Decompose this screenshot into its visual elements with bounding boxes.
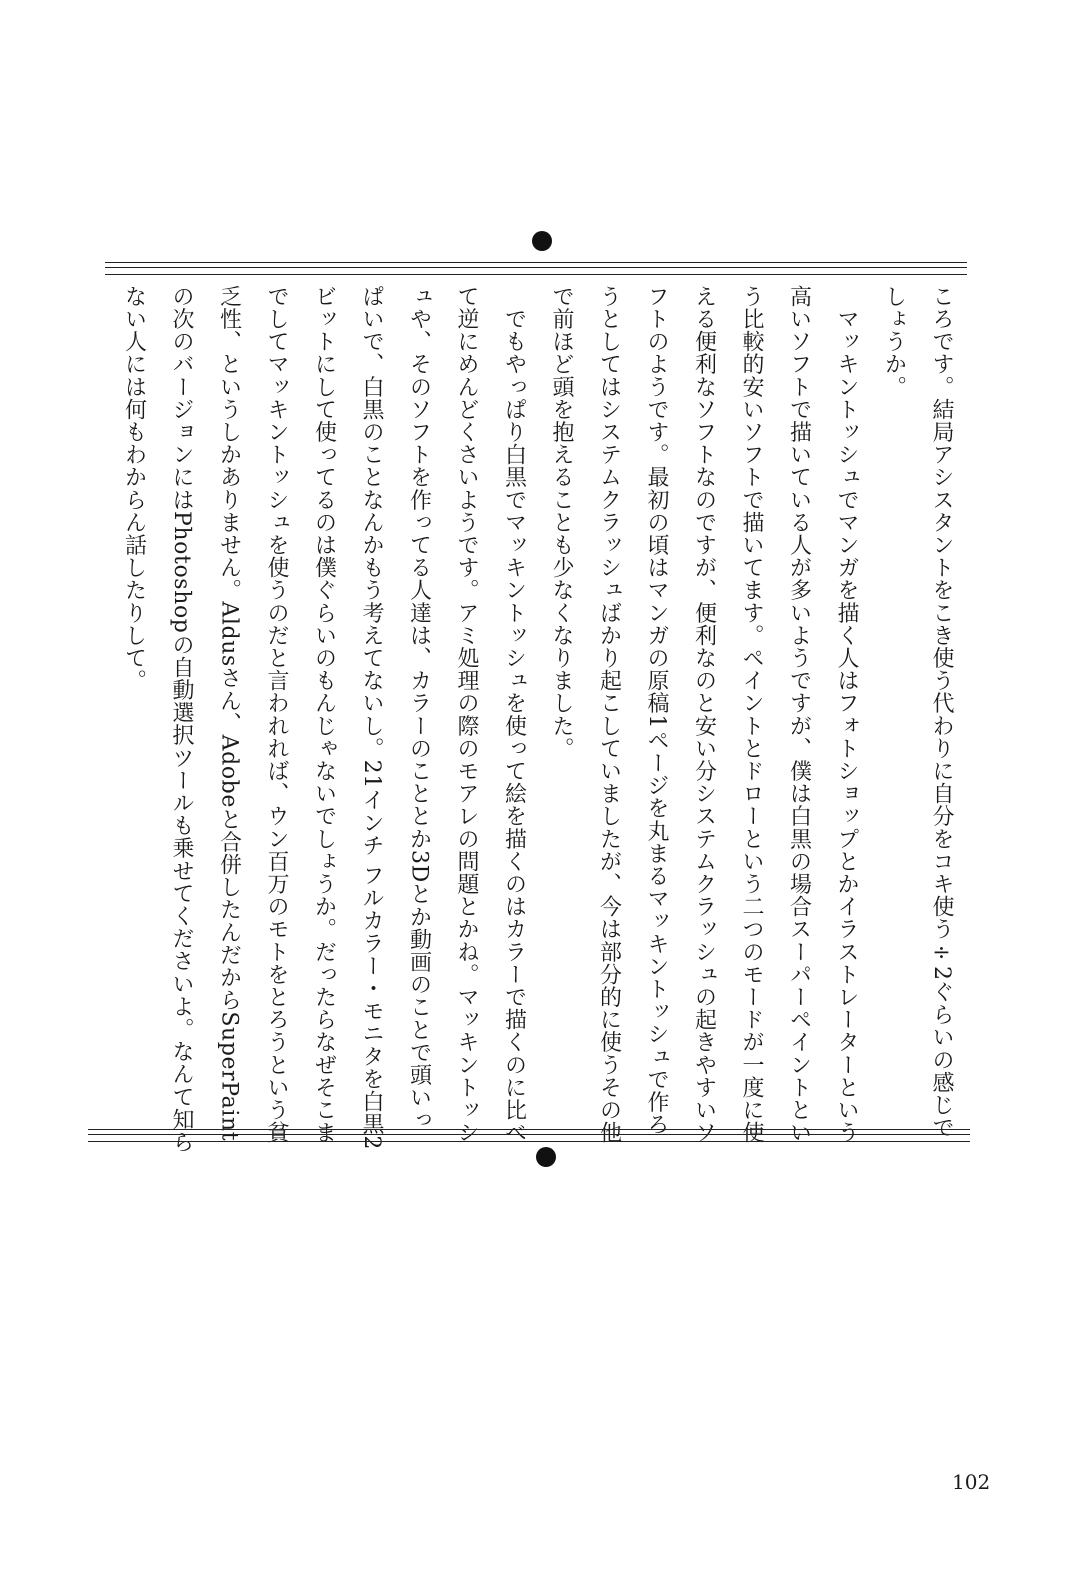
text-column: 乏性、というしかありません。Aldusさん、Adobeと合併したんだからSuperPaint: [216, 285, 242, 1142]
text-column: える便利なソフトなのですが、便利なのと安い分システムクラッシュの起きやすいソ: [691, 285, 717, 1144]
text-column: の次のバージョンにはPhotoshopの自動選択ツールも乗せてくださいよ。なんて知ら: [169, 285, 194, 1154]
text-column: ビットにして使ってるのは僕ぐらいのもんじゃないでしょうか。だったらなぜそこま: [311, 285, 337, 1144]
text-column: フトのようです。最初の頃はマンガの原稿1ページを丸まるマッキントッシュで作ろ: [644, 285, 669, 1136]
text-column: 高いソフトで描いている人が多いようですが、僕は白黒の場合スーパーペイントとい: [786, 285, 812, 1144]
text-column: でしてマッキントッシュを使うのだと言われれば、ウン百万のモトをとろうという貧: [264, 285, 289, 1144]
text-column: ころです。結局アシスタントをこき使う代わりに自分をコキ使う÷2ぐらいの感じで: [929, 285, 954, 1139]
page-number: 102: [952, 1470, 991, 1494]
text-column: でもやっぱり白黒でマッキントッシュを使って絵を描くのはカラーで描くのに比べ: [501, 285, 527, 1144]
top-triple-rule: [105, 262, 967, 275]
bottom-triple-rule: [88, 1129, 970, 1142]
text-column: マッキントッシュでマンガを描く人はフォトショップとかイラストレーターという: [834, 285, 859, 1144]
bottom-ornament-dot: [536, 1147, 556, 1167]
text-column: て逆にめんどくさいようです。アミ処理の際のモアレの問題とかね。マッキントッシ: [454, 285, 479, 1144]
body-text: [110, 285, 965, 1154]
top-ornament-dot: [532, 231, 552, 251]
text-column: ュや、そのソフトを作ってる人達は、カラーのこととか3Dとか動画のことで頭いっ: [406, 285, 432, 1132]
text-column: ぱいで、白黒のことなんかもう考えてないし。21インチ フルカラー・モニタを白黒2: [359, 285, 384, 1150]
text-column: う比較的安いソフトで描いてます。ペイントとドローという二つのモードが一度に使: [739, 285, 764, 1144]
text-column: ない人には何もわからん話したりして。: [121, 285, 147, 692]
text-column: しょうか。: [881, 285, 907, 398]
text-column: うとしてはシステムクラッシュばかり起こしていましたが、今は部分的に使うその他: [596, 285, 622, 1144]
text-column: で前ほど頭を抱えることも少なくなりました。: [549, 285, 574, 760]
